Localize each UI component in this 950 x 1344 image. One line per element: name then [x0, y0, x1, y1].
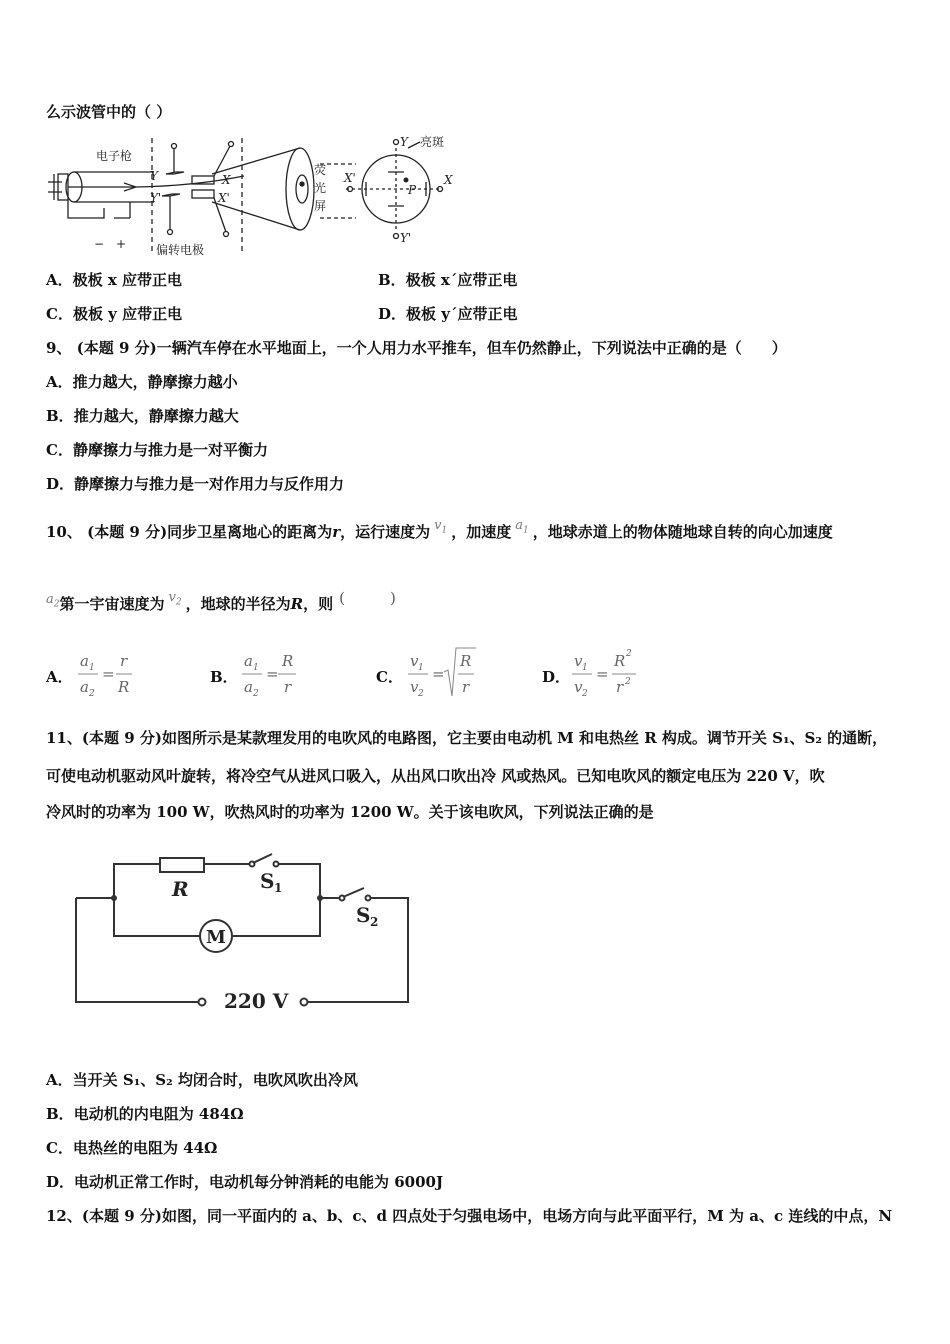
circuit-label-s2: S [356, 903, 371, 927]
label-spot: 亮斑 [420, 135, 445, 149]
svg-text:a: a [244, 678, 253, 696]
svg-text:v: v [574, 678, 583, 696]
q8-option-d[interactable]: D．极板 y´应带正电 [378, 305, 518, 323]
svg-text:r: r [462, 678, 470, 696]
q11-line3: 冷风时的功率为 100 W，吹热风时的功率为 1200 W。关于该电吹风，下列说法正确的是 [46, 803, 654, 821]
svg-text:1: 1 [582, 663, 588, 673]
q11-option-b[interactable]: B．电动机的内电阻为 484Ω [46, 1105, 244, 1123]
q10-options [40, 642, 680, 702]
label-y-plate: Y [150, 169, 158, 183]
svg-text:2: 2 [582, 689, 588, 699]
q10-option-c-key: C． [376, 668, 403, 686]
label-deflect: 偏转电极 [156, 243, 205, 257]
q8-option-a[interactable]: A．极板 x 应带正电 [46, 271, 183, 289]
label-yp-plate: Y' [150, 191, 162, 205]
circuit-diagram [72, 850, 417, 1016]
svg-text:=: = [266, 665, 279, 683]
svg-text:2: 2 [626, 649, 632, 659]
circuit-label-s2-sub: 2 [370, 915, 379, 929]
label-x-screen: X [444, 173, 453, 187]
oscilloscope-figure [44, 134, 454, 258]
label-gun: 电子枪 [96, 149, 133, 163]
label-screen-2: 光 [314, 181, 327, 195]
q10-option-b-key: B． [210, 668, 238, 686]
q10-line1: 10、 (本题 9 分)同步卫星离地心的距离为r，运行速度为 $v_1$ ，加速度 $a_1$ ，地球赤道上的物体随地球自转的向心加速度 [46, 518, 833, 541]
svg-text:2: 2 [625, 677, 631, 687]
q11-line2: 可使电动机驱动风叶旋转，将冷空气从进风口吸入，从出风口吹出冷 风或热风。已知电吹风的额定电压为 220 V，吹 [46, 767, 825, 785]
q9-option-b[interactable]: B．推力越大，静摩擦力越大 [46, 407, 239, 425]
svg-text:R: R [118, 678, 130, 696]
q10-line2: $a_2$第一宇宙速度为 $v_2$ ，地球的半径为R，则 ( ) [46, 589, 396, 613]
label-yp-screen: Y' [400, 231, 412, 245]
q11-option-c[interactable]: C．电热丝的电阻为 44Ω [46, 1139, 218, 1157]
circuit-label-voltage: 220 V [224, 989, 289, 1013]
circuit-label-s1: S [260, 869, 275, 893]
svg-text:R: R [460, 652, 472, 670]
label-screen-1: 荧 [314, 163, 327, 177]
svg-text:r: r [284, 678, 292, 696]
label-xp-plate: X' [218, 191, 230, 205]
q11-option-d[interactable]: D．电动机正常工作时，电动机每分钟消耗的电能为 6000J [46, 1173, 444, 1191]
q10-option-a-key: A． [46, 668, 73, 686]
q11-option-a[interactable]: A．当开关 S₁、S₂ 均闭合时，电吹风吹出冷风 [46, 1071, 358, 1089]
svg-text:=: = [596, 665, 609, 683]
q8-option-c[interactable]: C．极板 y 应带正电 [46, 305, 183, 323]
svg-text:1: 1 [89, 663, 95, 673]
q9-stem: 9、 (本题 9 分)一辆汽车停在水平地面上，一个人用力水平推车，但车仍然静止，下列说法中正确的是（ ） [46, 339, 787, 357]
svg-text:v: v [410, 652, 419, 670]
svg-text:R: R [614, 652, 626, 670]
q10-option-d-key: D． [542, 668, 571, 686]
svg-text:2: 2 [253, 689, 259, 699]
svg-text:v: v [410, 678, 419, 696]
q8-stem-tail: 么示波管中的（ ） [46, 103, 172, 121]
svg-text:v: v [574, 652, 583, 670]
svg-text:a: a [244, 652, 253, 670]
svg-text:=: = [432, 665, 445, 683]
label-p: P [408, 183, 417, 197]
svg-text:2: 2 [418, 689, 424, 699]
circuit-label-m: M [206, 927, 226, 948]
q9-option-c[interactable]: C．静摩擦力与推力是一对平衡力 [46, 441, 268, 459]
q8-option-b[interactable]: B．极板 x´应带正电 [378, 271, 518, 289]
svg-text:r: r [120, 652, 128, 670]
circuit-label-s1-sub: 1 [274, 881, 283, 895]
q9-option-a[interactable]: A．推力越大，静摩擦力越小 [46, 373, 238, 391]
label-xp-screen: X' [344, 171, 356, 185]
label-plus: + [116, 237, 127, 251]
q12-stem: 12、(本题 9 分)如图，同一平面内的 a、b、c、d 四点处于匀强电场中，电场方向与此平面平行，M 为 a、c 连线的中点，N [46, 1207, 893, 1225]
svg-text:2: 2 [89, 689, 95, 699]
label-y-screen: Y [400, 135, 408, 149]
svg-text:r: r [616, 678, 624, 696]
q9-option-d[interactable]: D．静摩擦力与推力是一对作用力与反作用力 [46, 475, 345, 493]
svg-text:a: a [80, 678, 89, 696]
svg-text:a: a [80, 652, 89, 670]
circuit-label-r: R [172, 877, 189, 901]
svg-text:1: 1 [253, 663, 259, 673]
q11-line1: 11、(本题 9 分)如图所示是某款理发用的电吹风的电路图，它主要由电动机 M 和电热丝 R 构成。调节开关 S₁、S₂ 的通断， [46, 729, 888, 747]
label-minus: − [94, 237, 105, 251]
svg-text:1: 1 [418, 663, 424, 673]
svg-text:R: R [282, 652, 294, 670]
label-x-plate: X [222, 173, 231, 187]
label-screen-3: 屏 [314, 199, 327, 213]
svg-text:=: = [102, 665, 115, 683]
